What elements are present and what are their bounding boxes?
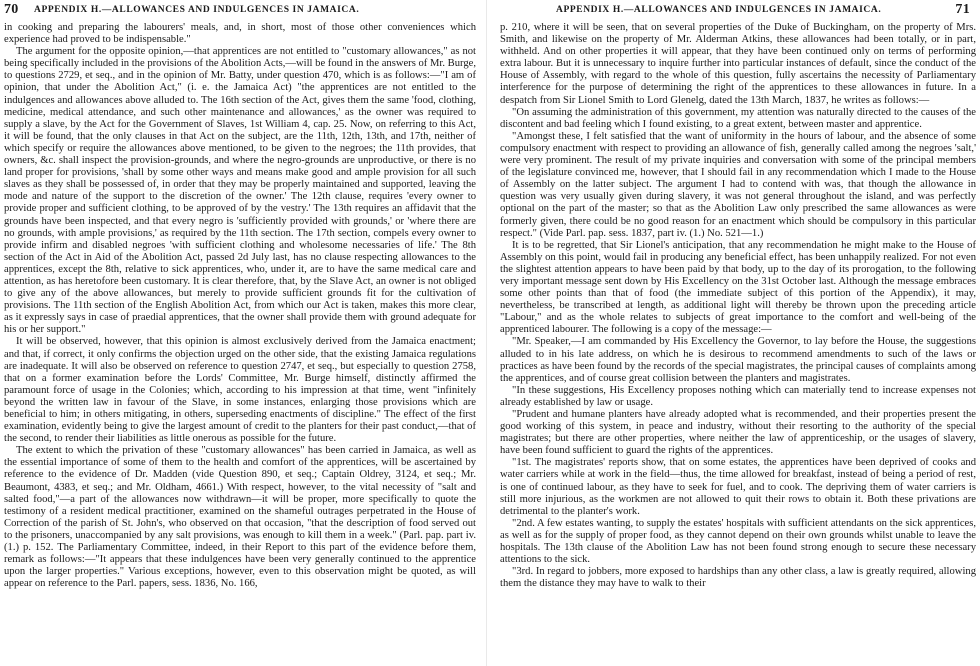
paragraph: "Amongst these, I felt satisfied that the want of uniformity in the hours of labour, and the absence of some compulsory enactment with respect to providing an allowance of fish, generally called among the negroes 'salt,' were very prominent. The result of my private inquiries and conversation with some of the principal members of the legislature convinced me, however, that I should fail in any recommendation which I made to the House of Assembly on the latter subject. The argument I had to contend with was, that though the allowance in question was very usually given during slavery, it was not general throughout the island, and was perfectly optional on the part of the master; so that as the Abolition Law only prescribed the same allowances as were formerly given, there could be no good reason for an enactment which should be compulsory in this particular respect." (Vide Parl. pap. sess. 1837, part iv. (1.) No. 521—1.) [500,130,976,239]
paragraph: The argument for the opposite opinion,—that apprentices are not entitled to "customary allowances," as not being specifically included in the provisions of the Abolition Acts,—will be found in the answers of Mr. Burge, to questions 2729, et seq., and in the opinion of Mr. Batty, under question 470, which is as follows:—"I am of opinion, that under the Abolition Act," (i. e. the Jamaica Act) "the apprentices are not entitled to the indulgences and allowances above alluded to. The 16th section of the Act, gives them the same 'food, clothing, medicine, medical attendance, and such other maintenance and allowances,' as the owner was required to supply a slave, by the Act for the Government of Slaves, 1st William 4, cap. 25. Now, on referring to this Act, it will be found, that the only clauses in that Act on the subject, are the 11th, 12th, 13th, and 17th, neither of which specify or require the allowances above mentioned, to be given to the negroes; the 11th provides, that owners, &c. shall inspect the provision-grounds, and where the negro-grounds are unproductive, or there is no land proper for provisions, 'shall by some other ways and means make good and ample provision for all such slaves as they shall be possessed of, in order that they may be properly maintained and supported, leaving the mode and nature of the support to the discretion of the owner.' The 12th clause, requires 'every owner to provide proper and sufficient clothing, to be approved of by the vestry.' The 13th requires an affidavit that the grounds have been inspected, and that every negro is 'sufficiently provided with grounds,' or 'where there are no grounds, with ample provisions,' as required by the 11th section. The 17th section, compels every owner to provide infirm and disabled negroes 'with sufficient clothing and wholesome necessaries of life.' The 8th section of the Act in Aid of the Abolition Act, passed 2d July last, has no clause respecting allowances to the apprentices, except the 8th, relative to sick apprentices, who, under it, are to have the same medical care and attention, as has heretofore been customary. It is clear therefore, that, by the Slave Act, an owner is not obliged to give any of the above allowances, but merely to provide sufficient grounds fit for the cultivation of provisions. The 11th section of the English Abolition Act, from which our Act is taken, makes this more clear, as it expressly says in case of praedial apprentices, that the owner shall provide them with ground adequate for his or her support." [4,46,476,336]
page-gutter [486,0,487,666]
paragraph: "Prudent and humane planters have already adopted what is recommended, and their properties present the good working of this system, in peace and industry, without their resorting to the authority of the special magistrates; but there are other properties, where neither the law of apprenticeship, or the usages of slavery, have been found sufficient to guard the rights of the apprentices. [500,409,976,457]
paragraph: It is to be regretted, that Sir Lionel's anticipation, that any recommendation he might make to the House of Assembly on this point, would fail in producing any beneficial effect, has been unhappily realized. For not even the slightest attention appears to have been paid by that body, up to the day of its prorogation, to the following very important message sent down by His Excellency on the 31st October last. Although the message embraces some other points than that of food (the immediate subject of this portion of the Appendix), it may, nevertheless, be transcribed at length, as additional light will thereby be thrown upon the preceding article "Labour," and as the whole relates to subjects of great importance to the comfort and well-being of the apprenticed labourer. The following is a copy of the message:— [500,239,976,336]
paragraph: p. 210, where it will be seen, that on several properties of the Duke of Buckingham, on the property of Mrs. Smith, and likewise on the property of Mr. Alderman Atkins, these allowances had been totally, or in part, withheld. And on other properties it will appear, that they have been continued only on terms of performing extra labour. But it is unnecessary to inquire further into particular instances of default, since the conduct of the House of Assembly, with regard to the whole of this question, fully ascertains the necessity of Parliamentary interference for the purpose of determining the right of the apprentices to these allowances in future. In a despatch from Sir Lionel Smith to Lord Glenelg, dated the 13th March, 1837, he writes as follows:— [500,22,976,106]
running-head: APPENDIX H.—ALLOWANCES AND INDULGENCES IN JAMAICA. [34,5,360,15]
left-page-body [4,22,476,590]
running-head: APPENDIX H.—ALLOWANCES AND INDULGENCES IN JAMAICA. [556,5,882,15]
paragraph: "In these suggestions, His Excellency proposes nothing which can materially tend to increase expenses not already established by law or usage. [500,384,976,408]
left-page [4,0,476,666]
right-page-header [500,0,976,22]
paragraph: "2nd. A few estates wanting, to supply the estates' hospitals with sufficient attendants on the sick apprentices, as well as for the supply of proper food, as they cannot depend on their own grounds whilst unable to leave the hospitals. The 13th clause of the Abolition Law has not been found strong enough to secure these necessary attentions to the sick. [500,517,976,566]
paragraph: "On assuming the administration of this government, my attention was naturally directed to the causes of the discontent and bad feeling which I found existing, to a great extent, between master and apprentice. [500,106,976,130]
paragraph: "Mr. Speaker,—I am commanded by His Excellency the Governor, to lay before the House, the suggestions alluded to in his late address, on which he is desirous to recommend amendments to such of the laws or practices as have been found by the records of the special magistrates, the principal causes of complaints among the apprentices, and of course great collision between the planters and magistrates. [500,336,976,384]
page-number: 70 [4,2,19,17]
page-number: 71 [955,2,970,17]
right-page [500,0,976,666]
paragraph: "3rd. In regard to jobbers, more exposed to hardships than any other class, a law is greatly required, allowing them the distance they may have to walk to their [500,566,976,590]
paragraph: "1st. The magistrates' reports show, that on some estates, the apprentices have been deprived of cooks and water carriers while at work in the field—thus, the time allowed for breakfast, instead of being a period of rest, is one of continued labour, as they have to seek for fuel, and to cook. The depriving them of water carriers is still more injurious, as the workmen are not allowed to quit their rows to obtain it. Both these privations are detrimental to the planter's work. [500,457,976,517]
paragraph: It will be observed, however, that this opinion is almost exclusively derived from the Jamaica enactment; and that, if correct, it only confirms the objection urged on the other side, that the existing Jamaica regulations are inadequate. It will also be observed on reference to question 2747, et seq., but especially to question 2758, that on a former examination before the Lords' Committee, Mr. Burge himself, distinctly affirmed the paramount force of usage in the Colonies; which, according to his impression at that time, went "infinitely beyond the written law in favour of the Slave, in some instances, enlarging those provisions which are beneficial to him; in others mitigating, in others, superseding enactments of discipline." The effect of the first examination, evidently being to give the largest amount of credit to the planters for their past conduct,—that of the second, to render their liabilities as little onerous as possible for the future. [4,336,476,445]
right-page-body [500,22,976,590]
left-page-header [4,0,476,22]
paragraph: The extent to which the privation of these "customary allowances" has been carried in Jamaica, as well as the essential importance of some of them to the health and comfort of the apprentices, will be ascertained by reference to the evidence of Dr. Madden (vide Question 890, et seq.; Captain Oldrey, 3124, et seq.; Mr. Beaumont, 4383, et seq.; and Mr. Oldham, 4661.) With respect, however, to the vital necessity of "salt and salted food,"—a part of the allowances now withdrawn—it will be proper, more specifically to quote the testimony of a resident medical practitioner, examined on the shameful outrages perpetrated in the House of Correction of the parish of St. John's, who observed on that occasion, "that the description of food served out to the prisoners, unaccompanied by any salt provisions, was enough to kill them in a week." (Parl. pap. part iv. (1.) p. 152. The Parliamentary Committee, indeed, in their Report to this part of the evidence before them, remark as follows:—"It appears that these indulgences have been very generally continued to the apprentice upon the larger properties." Various exceptions, however, even to this observation might be quoted, as will appear on reference to the Parl. papers, sess. 1836, No. 166, [4,445,476,590]
paragraph: in cooking and preparing the labourers' meals, and, in short, most of those other conveniences which experience had proved to be indispensable." [4,22,476,46]
